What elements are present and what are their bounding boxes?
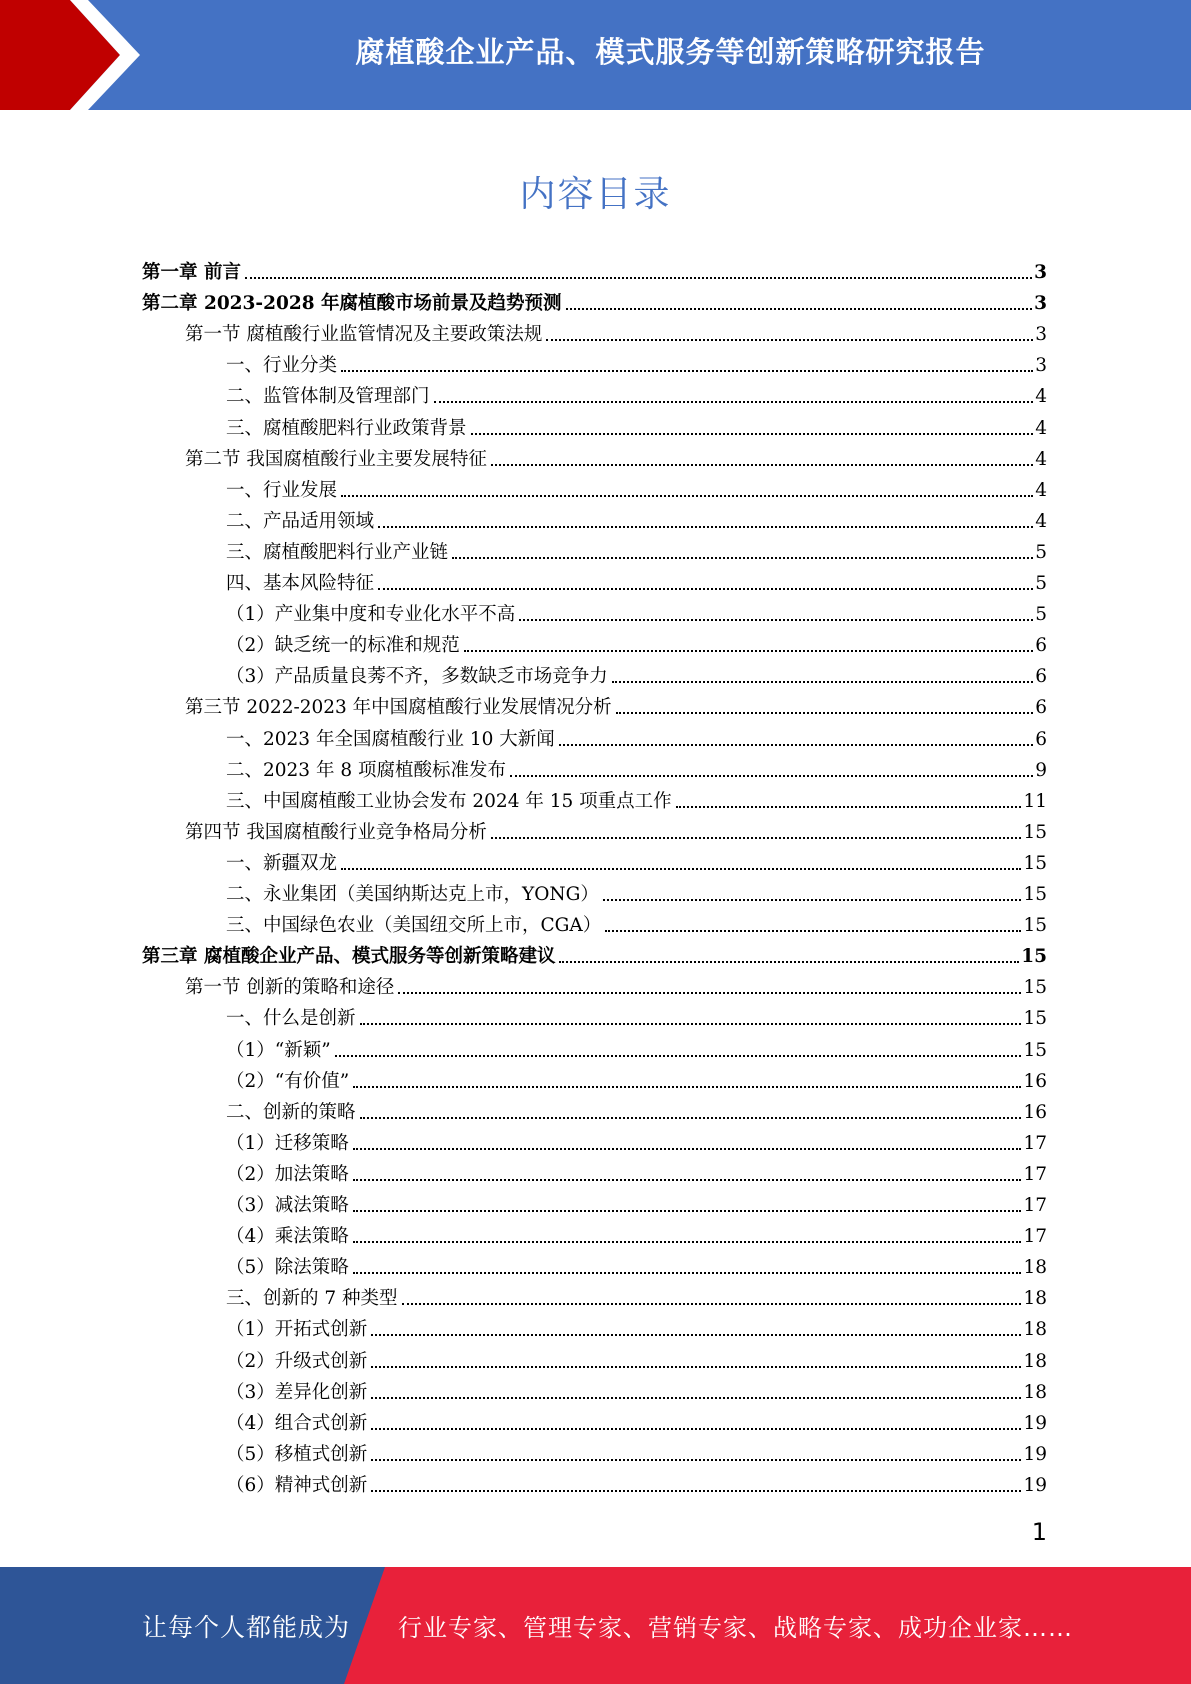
toc-entry-page: 5 <box>1035 541 1047 563</box>
toc-dot-leader <box>341 473 1033 497</box>
toc-entry-page: 3 <box>1034 262 1047 283</box>
toc-entry-title: 一、什么是创新 <box>226 1008 356 1030</box>
toc-dot-leader <box>519 597 1033 621</box>
toc-dot-leader <box>566 286 1033 310</box>
toc-dot-leader <box>353 1064 1021 1088</box>
page-number: 1 <box>1031 1518 1047 1546</box>
toc-entry-title: 三、创新的 7 种类型 <box>226 1288 398 1310</box>
toc-entry-title: （2）缺乏统一的标准和规范 <box>226 635 460 657</box>
toc-dot-leader <box>398 970 1021 994</box>
chevron-arrow-icon <box>0 0 150 110</box>
toc-dot-leader <box>335 1033 1022 1057</box>
toc-dot-leader <box>510 753 1033 777</box>
toc-entry-page: 16 <box>1023 1101 1047 1123</box>
toc-dot-leader <box>464 628 1033 652</box>
toc-dot-leader <box>559 722 1033 746</box>
toc-entry-title: 二、监管体制及管理部门 <box>226 386 430 408</box>
toc-dot-leader <box>341 846 1021 870</box>
toc-entry-page: 3 <box>1034 293 1047 315</box>
toc-entry[interactable] <box>226 658 1047 689</box>
toc-entry[interactable] <box>226 1311 1047 1342</box>
toc-dot-leader <box>353 1126 1022 1150</box>
toc-entry-page: 6 <box>1035 697 1047 719</box>
toc-entry-page: 18 <box>1023 1288 1047 1310</box>
report-title: 腐植酸企业产品、模式服务等创新策略研究报告 <box>355 34 986 69</box>
toc-entry-page: 6 <box>1035 666 1047 688</box>
toc-entry[interactable] <box>226 534 1047 565</box>
toc-entry-title: 第三章 腐植酸企业产品、模式服务等创新策略建议 <box>142 946 556 968</box>
toc-entry[interactable] <box>226 1063 1047 1094</box>
toc-entry-title: 第一章 前言 <box>142 262 241 283</box>
toc-entry-page: 4 <box>1035 448 1047 470</box>
toc-entry-title: （1）迁移策略 <box>226 1132 349 1154</box>
toc-entry-page: 19 <box>1023 1443 1047 1465</box>
toc-entry-title: 二、产品适用领域 <box>226 510 375 532</box>
toc-entry[interactable] <box>226 1125 1047 1156</box>
toc-entry-page: 18 <box>1023 1257 1047 1279</box>
toc-entry[interactable] <box>226 845 1047 876</box>
toc-entry[interactable] <box>226 876 1047 907</box>
toc-entry[interactable] <box>185 814 1047 845</box>
toc-entry-title: 四、基本风险特征 <box>226 573 375 594</box>
toc-entry-page: 15 <box>1023 1008 1047 1030</box>
toc-entry[interactable] <box>226 1249 1047 1280</box>
toc-entry-title: （5）移植式创新 <box>226 1443 368 1465</box>
toc-entry-title: 第一节 腐植酸行业监管情况及主要政策法规 <box>185 324 543 346</box>
toc-entry-page: 17 <box>1023 1132 1047 1154</box>
toc-entry[interactable] <box>226 1218 1047 1249</box>
toc-entry-title: 第三节 2022-2023 年中国腐植酸行业发展情况分析 <box>185 697 612 719</box>
toc-entry-page: 16 <box>1023 1070 1047 1092</box>
toc-dot-leader <box>371 1437 1021 1461</box>
toc-dot-leader <box>371 1406 1021 1430</box>
toc-entry-title: 一、2023 年全国腐植酸行业 10 大新闻 <box>226 728 555 750</box>
toc-dot-leader <box>471 411 1034 435</box>
toc-entry[interactable] <box>142 938 1047 969</box>
toc-entry[interactable] <box>226 596 1047 627</box>
toc-dot-leader <box>559 939 1019 963</box>
toc-entry-page: 4 <box>1035 510 1047 532</box>
toc-entry[interactable] <box>185 316 1047 347</box>
toc-dot-leader <box>245 255 1032 279</box>
toc-entry-title: （1）“新颖” <box>226 1039 331 1061</box>
toc-entry-title: （2）“有价值” <box>226 1070 350 1092</box>
toc-dot-leader <box>360 1001 1022 1025</box>
toc-entry-page: 6 <box>1035 728 1047 750</box>
toc-entry-page: 18 <box>1023 1319 1047 1341</box>
toc-entry[interactable] <box>226 1094 1047 1125</box>
toc-entry[interactable] <box>226 1156 1047 1187</box>
toc-entry-title: （4）乘法策略 <box>226 1226 349 1248</box>
toc-dot-leader <box>434 379 1034 403</box>
toc-entry-title: （4）组合式创新 <box>226 1412 368 1434</box>
toc-entry-page: 5 <box>1035 604 1047 626</box>
toc-dot-leader <box>353 1188 1022 1212</box>
toc-entry-title: 二、永业集团（美国纳斯达克上市，YONG） <box>226 884 599 905</box>
toc-entry-page: 15 <box>1023 977 1047 999</box>
toc-entry-page: 17 <box>1023 1163 1047 1185</box>
toc-dot-leader <box>616 690 1034 714</box>
toc-entry[interactable] <box>226 1436 1047 1467</box>
toc-entry[interactable] <box>226 752 1047 783</box>
toc-entry-page: 18 <box>1023 1350 1047 1372</box>
toc-entry-page: 15 <box>1021 946 1047 968</box>
footer-banner <box>0 1567 1191 1684</box>
toc-entry-title: 三、中国绿色农业（美国纽交所上市，CGA） <box>226 915 602 937</box>
toc-entry[interactable] <box>226 410 1047 441</box>
toc-entry-title: （2）加法策略 <box>226 1163 349 1185</box>
toc-entry[interactable] <box>226 1374 1047 1405</box>
toc-entry-title: 一、新疆双龙 <box>226 852 338 874</box>
toc-entry-page: 11 <box>1023 790 1047 812</box>
toc-entry-title: （3）产品质量良莠不齐，多数缺乏市场竞争力 <box>226 666 608 688</box>
toc-entry-title: 三、腐植酸肥料行业政策背景 <box>226 417 467 439</box>
toc-entry-title: 第二节 我国腐植酸行业主要发展特征 <box>185 448 487 470</box>
toc-entry-page: 19 <box>1023 1474 1047 1496</box>
toc-entry-page: 15 <box>1023 1039 1047 1061</box>
toc-entry-page: 18 <box>1023 1381 1047 1403</box>
header-banner <box>0 0 1191 110</box>
toc-entry-title: （3）差异化创新 <box>226 1381 368 1403</box>
toc-entry-title: （6）精神式创新 <box>226 1474 368 1496</box>
toc-entry[interactable] <box>226 378 1047 409</box>
toc-entry-title: 三、腐植酸肥料行业产业链 <box>226 541 449 563</box>
toc-entry-title: （5）除法策略 <box>226 1257 349 1279</box>
footer-roles: 行业专家、管理专家、营销专家、战略专家、成功企业家…… <box>398 1614 1073 1642</box>
toc-heading: 内容目录 <box>519 174 672 215</box>
toc-entry[interactable] <box>226 907 1047 938</box>
toc-entry-page: 19 <box>1023 1412 1047 1434</box>
toc-entry-page: 4 <box>1035 479 1047 501</box>
toc-dot-leader <box>353 1250 1022 1274</box>
toc-entry-title: 二、创新的策略 <box>226 1101 356 1123</box>
toc-dot-leader <box>353 1219 1022 1243</box>
toc-entry-page: 9 <box>1035 759 1047 781</box>
toc-entry-page: 15 <box>1023 915 1047 937</box>
toc-dot-leader <box>605 908 1021 932</box>
footer-slogan: 让每个人都能成为 <box>142 1612 351 1642</box>
toc-dot-leader <box>612 659 1033 683</box>
toc-entry-title: 一、行业发展 <box>226 479 338 501</box>
toc-entry-page: 15 <box>1023 852 1047 874</box>
toc-dot-leader <box>491 815 1022 839</box>
toc-entry-title: （3）减法策略 <box>226 1195 349 1216</box>
toc-entry-page: 3 <box>1035 355 1047 377</box>
toc-entry[interactable] <box>185 969 1047 1000</box>
toc-entry[interactable] <box>185 689 1047 720</box>
toc-entry-page: 4 <box>1035 417 1047 439</box>
toc-entry-page: 15 <box>1023 821 1047 843</box>
toc-dot-leader <box>371 1312 1021 1336</box>
toc-entry-title: （1）开拓式创新 <box>226 1319 368 1341</box>
toc-dot-leader <box>378 504 1033 528</box>
toc-entry[interactable] <box>142 285 1047 316</box>
toc-entry[interactable] <box>142 254 1047 285</box>
toc-entry-page: 17 <box>1023 1195 1047 1216</box>
toc-dot-leader <box>360 1095 1022 1119</box>
toc-entry[interactable] <box>226 1405 1047 1436</box>
toc-entry-title: 二、2023 年 8 项腐植酸标准发布 <box>226 759 506 781</box>
toc-entry[interactable] <box>226 1343 1047 1374</box>
toc-entry-page: 4 <box>1035 386 1047 408</box>
toc-entry[interactable] <box>226 1000 1047 1031</box>
toc-dot-leader <box>676 784 1022 808</box>
toc-dot-leader <box>371 1375 1021 1399</box>
toc-dot-leader <box>546 317 1033 341</box>
toc-dot-leader <box>353 1157 1022 1181</box>
toc-entry-page: 17 <box>1023 1226 1047 1248</box>
toc-entry-title: 一、行业分类 <box>226 355 338 377</box>
toc-entry-page: 15 <box>1023 884 1047 905</box>
toc-entry-title: 三、中国腐植酸工业协会发布 2024 年 15 项重点工作 <box>226 790 672 812</box>
toc-entry-page: 3 <box>1035 324 1047 346</box>
toc-entry-page: 5 <box>1035 573 1047 594</box>
toc-entry[interactable] <box>226 1280 1047 1311</box>
toc-dot-leader <box>371 1468 1021 1492</box>
toc-entry[interactable] <box>226 783 1047 814</box>
toc-dot-leader <box>491 442 1033 466</box>
toc-entry[interactable] <box>226 1467 1047 1498</box>
toc-dot-leader <box>452 535 1033 559</box>
toc-dot-leader <box>378 566 1033 590</box>
toc-entry-title: （2）升级式创新 <box>226 1350 368 1372</box>
toc-entry[interactable] <box>226 347 1047 378</box>
toc-dot-leader <box>603 877 1022 901</box>
toc-entry[interactable] <box>226 472 1047 503</box>
toc-entry-title: （1）产业集中度和专业化水平不高 <box>226 604 516 626</box>
toc-entry-title: 第二章 2023-2028 年腐植酸市场前景及趋势预测 <box>142 293 562 315</box>
toc-entry[interactable] <box>185 441 1047 472</box>
toc-entry-page: 6 <box>1035 635 1047 657</box>
toc-entry-title: 第一节 创新的策略和途径 <box>185 977 395 999</box>
toc-dot-leader <box>341 348 1033 372</box>
toc-entry[interactable] <box>226 627 1047 658</box>
toc-entry[interactable] <box>226 503 1047 534</box>
toc-entry[interactable] <box>226 721 1047 752</box>
toc-entry[interactable] <box>226 1187 1047 1218</box>
toc-dot-leader <box>402 1281 1022 1305</box>
toc-entry[interactable] <box>226 1032 1047 1063</box>
toc-entry[interactable] <box>226 565 1047 596</box>
toc-dot-leader <box>371 1344 1021 1368</box>
toc-entry-title: 第四节 我国腐植酸行业竞争格局分析 <box>185 821 487 843</box>
